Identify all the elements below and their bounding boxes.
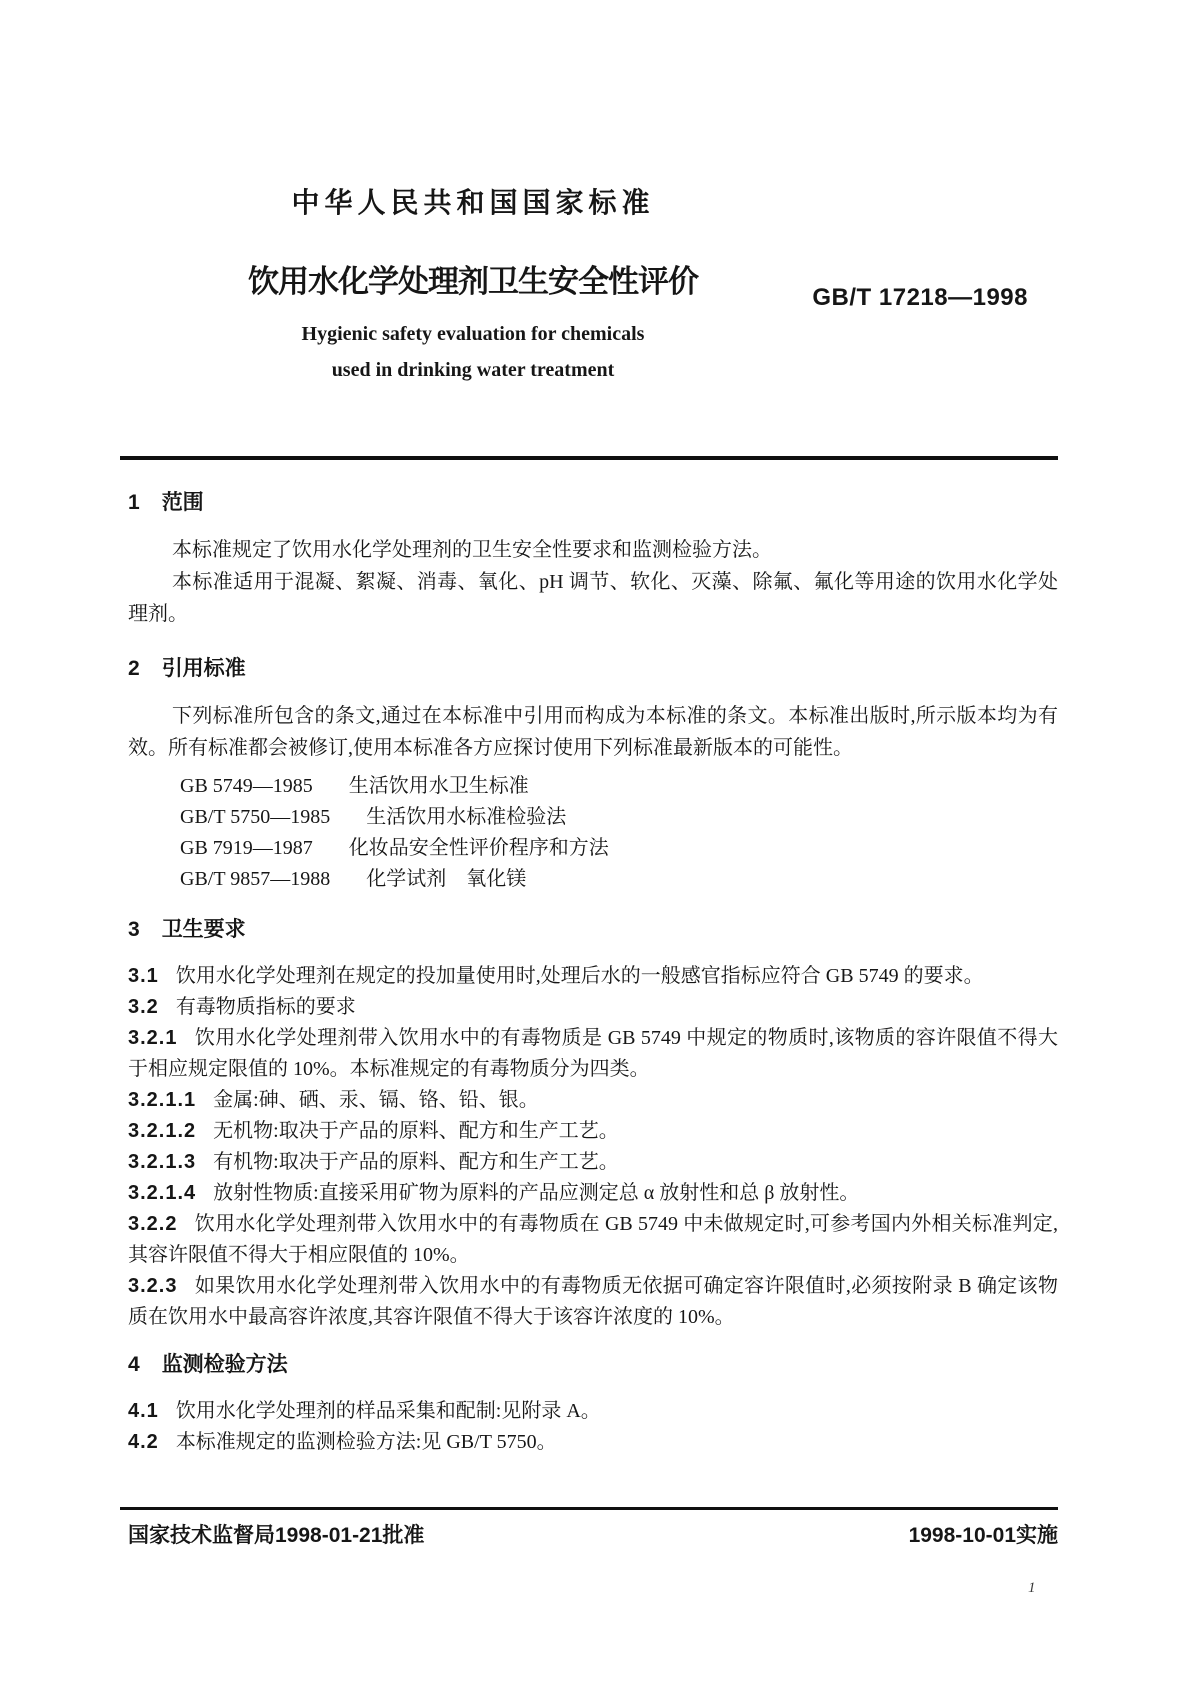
section-4-heading: [128, 1350, 1058, 1380]
document-footer: [128, 1519, 1058, 1549]
clause-text: 饮用水化学处理剂带入饮用水中的有毒物质在 GB 5749 中未做规定时,可参考国内外相关标准判定,其容许限值不得大于相应限值的 10%。: [128, 1213, 1058, 1266]
scope-paragraph-1: 本标准规定了饮用水化学处理剂的卫生安全性要求和监测检验方法。: [172, 539, 772, 561]
reference-code: GB 7919—1987: [180, 837, 313, 859]
section-1-number: 1: [128, 491, 140, 514]
reference-name: 化妆品安全性评价程序和方法: [348, 837, 609, 859]
clause-text: 饮用水化学处理剂的样品采集和配制:见附录 A。: [175, 1400, 601, 1422]
clause-number: 3.2.1.2: [128, 1120, 197, 1142]
title-block: [120, 186, 826, 382]
clause: [128, 1209, 1058, 1271]
clause-number: 4.2: [128, 1431, 159, 1453]
document-body: [128, 488, 1058, 1458]
reference-item: [128, 864, 1058, 895]
clause: [128, 1147, 1058, 1178]
clause-number: 3.2.1: [128, 1027, 178, 1049]
reference-item: [128, 833, 1058, 864]
page-number: 1: [1028, 1580, 1036, 1596]
section-2-number: 2: [128, 657, 140, 680]
clause-text: 放射性物质:直接采用矿物为原料的产品应测定总 α 放射性和总 β 放射性。: [213, 1182, 860, 1204]
section-2-heading: [128, 654, 1058, 684]
clause: [128, 1271, 1058, 1333]
clause: [128, 1427, 1058, 1458]
clause-number: 3.2.2: [128, 1213, 178, 1235]
clause: [128, 992, 1058, 1023]
clause: [128, 1396, 1058, 1427]
clause-list: [128, 1396, 1058, 1458]
clause-text: 金属:砷、硒、汞、镉、铬、铅、银。: [213, 1089, 539, 1111]
header-divider: [120, 456, 1058, 460]
implementation-date-text: 1998-10-01实施: [908, 1524, 1058, 1547]
section-3-number: 3: [128, 918, 140, 941]
clause: [128, 1023, 1058, 1085]
clause: [128, 1085, 1058, 1116]
clause-text: 有毒物质指标的要求: [175, 996, 356, 1018]
reference-name: 生活饮用水标准检验法: [366, 806, 567, 828]
reference-code: GB 5749—1985: [180, 775, 313, 797]
clause: [128, 1178, 1058, 1209]
section-3-title: 卫生要求: [161, 918, 246, 941]
reference-code: GB/T 9857—1988: [180, 868, 331, 890]
document-title-en-line2: used in drinking water treatment: [331, 359, 615, 381]
clause-text: 无机物:取决于产品的原料、配方和生产工艺。: [213, 1120, 619, 1142]
clause-text: 饮用水化学处理剂在规定的投加量使用时,处理后水的一般感官指标应符合 GB 5749 的要求。: [175, 965, 984, 987]
document-title-en-line1: Hygienic safety evaluation for chemicals: [301, 323, 645, 345]
standard-label: 中华人民共和国国家标准: [291, 187, 655, 218]
section-2-title: 引用标准: [161, 657, 246, 680]
clause: [128, 961, 1058, 992]
clause-text: 如果饮用水化学处理剂带入饮用水中的有毒物质无依据可确定容许限值时,必须按附录 B 确定该物质在饮用水中最高容许浓度,其容许限值不得大于该容许浓度的 10%。: [128, 1275, 1058, 1328]
section-4-title: 监测检验方法: [161, 1353, 288, 1376]
clause: [128, 1116, 1058, 1147]
standard-number: GB/T 17218—1998: [812, 284, 1028, 311]
section-1-title: 范围: [161, 491, 204, 514]
clause-number: 4.1: [128, 1400, 159, 1422]
clause-text: 有机物:取决于产品的原料、配方和生产工艺。: [213, 1151, 619, 1173]
clause-number: 3.1: [128, 965, 159, 987]
reference-name: 生活饮用水卫生标准: [348, 775, 529, 797]
reference-code: GB/T 5750—1985: [180, 806, 331, 828]
clause-number: 3.2: [128, 996, 159, 1018]
document-title-cn: 饮用水化学处理剂卫生安全性评价: [248, 264, 698, 299]
clause-number: 3.2.1.4: [128, 1182, 197, 1204]
section-1-heading: [128, 488, 1058, 518]
section-4-number: 4: [128, 1353, 140, 1376]
approval-date-text: 国家技术监督局1998-01-21批准: [128, 1524, 425, 1547]
reference-name: 化学试剂 氧化镁: [366, 868, 527, 890]
scope-paragraph-2: 本标准适用于混凝、絮凝、消毒、氧化、pH 调节、软化、灭藻、除氟、氟化等用途的饮用水化学处理剂。: [128, 571, 1058, 625]
clause-number: 3.2.1.1: [128, 1089, 197, 1111]
reference-list: [128, 771, 1058, 895]
clause-list: [128, 961, 1058, 1333]
footer-divider: [120, 1507, 1058, 1510]
reference-item: [128, 802, 1058, 833]
references-intro: 下列标准所包含的条文,通过在本标准中引用而构成为本标准的条文。本标准出版时,所示版本均为有效。所有标准都会被修订,使用本标准各方应探讨使用下列标准最新版本的可能性。: [128, 705, 1058, 759]
clause-number: 3.2.1.3: [128, 1151, 197, 1173]
clause-number: 3.2.3: [128, 1275, 178, 1297]
reference-item: [128, 771, 1058, 802]
section-3-heading: [128, 915, 1058, 945]
clause-text: 本标准规定的监测检验方法:见 GB/T 5750。: [175, 1431, 557, 1453]
clause-text: 饮用水化学处理剂带入饮用水中的有毒物质是 GB 5749 中规定的物质时,该物质的容许限值不得大于相应规定限值的 10%。本标准规定的有毒物质分为四类。: [128, 1027, 1058, 1080]
